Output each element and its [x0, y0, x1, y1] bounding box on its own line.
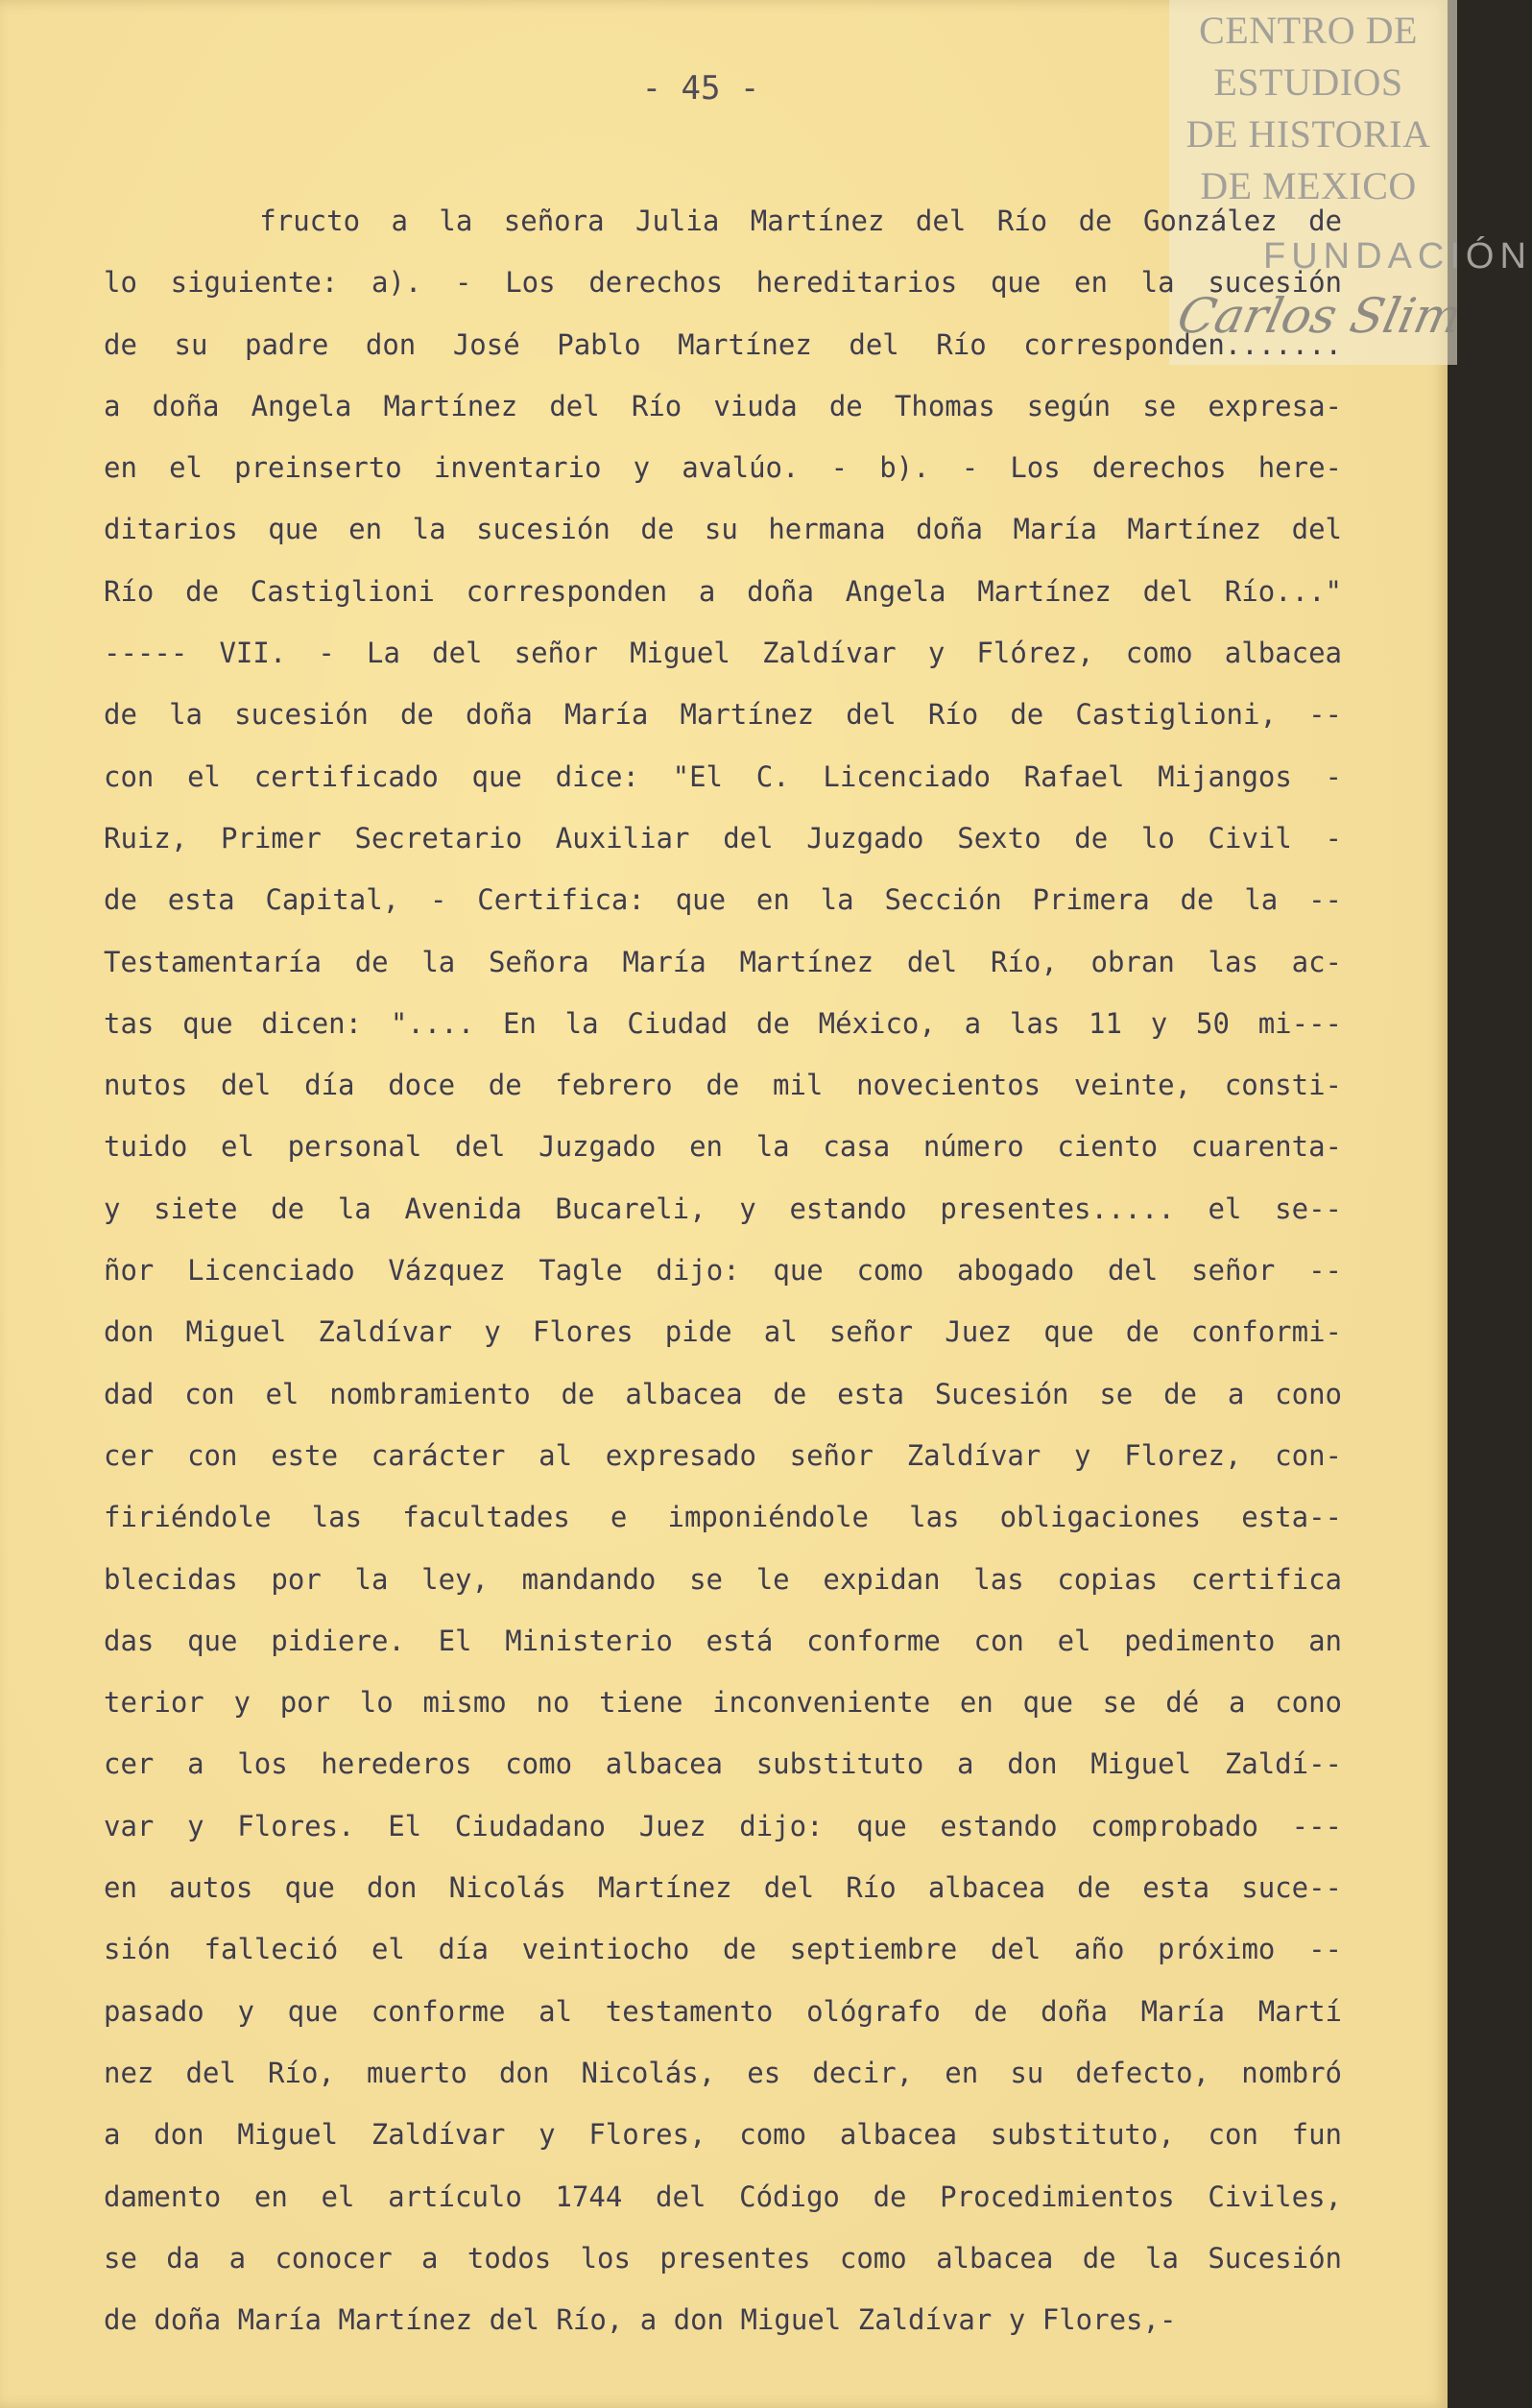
- watermark-signature: Carlos Slim: [1172, 288, 1467, 344]
- watermark-line: ESTUDIOS: [1213, 60, 1403, 104]
- text-line: tuido el personal del Juzgado en la casa número ciento cuarenta-: [104, 1130, 1342, 1164]
- page-number: - 45 -: [641, 69, 760, 108]
- text-line: Río de Castiglioni corresponden a doña Angela Martínez del Río...": [104, 574, 1342, 608]
- text-line: en el preinserto inventario y avalúo. - b). - Los derechos here-: [104, 451, 1342, 485]
- text-line: tas que dicen: ".... En la Ciudad de México, a las 11 y 50 mi---: [104, 1006, 1342, 1040]
- watermark-line: DE MEXICO: [1200, 164, 1417, 207]
- text-line: de su padre don José Pablo Martínez del Río corresponden.......: [104, 327, 1342, 361]
- text-line: damento en el artículo 1744 del Código de Procedimientos Civiles,: [104, 2179, 1342, 2213]
- text-line: de la sucesión de doña María Martínez del Río de Castiglioni, --: [104, 698, 1342, 732]
- text-line: ñor Licenciado Vázquez Tagle dijo: que como abogado del señor --: [104, 1254, 1342, 1288]
- watermark-line: CENTRO DE: [1199, 9, 1418, 52]
- watermark-line: DE HISTORIA: [1185, 112, 1431, 156]
- text-line: a doña Angela Martínez del Río viuda de Thomas según se expresa-: [104, 389, 1342, 422]
- text-line: blecidas por la ley, mandando se le expidan las copias certifica: [104, 1562, 1342, 1596]
- text-line: fructo a la señora Julia Martínez del Río de González de: [104, 205, 1342, 237]
- text-line: terior y por lo mismo no tiene inconveniente en que se dé a cono: [104, 1686, 1342, 1720]
- text-line: nutos del día doce de febrero de mil novecientos veinte, consti-: [104, 1069, 1342, 1102]
- text-line: lo siguiente: a). - Los derechos hereditarios que en la sucesión: [104, 266, 1342, 300]
- text-line: das que pidiere. El Ministerio está conforme con el pedimento an: [104, 1624, 1342, 1657]
- text-line: ----- VII. - La del señor Miguel Zaldívar y Flórez, como albacea: [104, 637, 1342, 670]
- typewritten-body: [104, 190, 1342, 2350]
- text-line: Ruiz, Primer Secretario Auxiliar del Juzgado Sexto de lo Civil -: [104, 821, 1342, 855]
- text-line: sión falleció el día veintiocho de septiembre del año próximo --: [104, 1933, 1342, 1966]
- text-line: cer a los herederos como albacea substituto a don Miguel Zaldí--: [104, 1747, 1342, 1781]
- text-line: se da a conocer a todos los presentes como albacea de la Sucesión: [104, 2241, 1342, 2275]
- text-line: nez del Río, muerto don Nicolás, es decir, en su defecto, nombró: [104, 2056, 1342, 2089]
- text-line: ditarios que en la sucesión de su hermana doña María Martínez del: [104, 513, 1342, 546]
- text-line: y siete de la Avenida Bucareli, y estando presentes..... el se--: [104, 1192, 1342, 1225]
- text-line: don Miguel Zaldívar y Flores pide al señor Juez que de conformi-: [104, 1315, 1342, 1349]
- text-line: con el certificado que dice: "El C. Licenciado Rafael Mijangos -: [104, 759, 1342, 793]
- text-line: en autos que don Nicolás Martínez del Río albacea de esta suce--: [104, 1871, 1342, 1905]
- text-line: cer con este carácter al expresado señor Zaldívar y Florez, con-: [104, 1438, 1342, 1472]
- text-line: var y Flores. El Ciudadano Juez dijo: que estando comprobado ---: [104, 1809, 1342, 1842]
- text-line: a don Miguel Zaldívar y Flores, como albacea substituto, con fun: [104, 2118, 1342, 2152]
- text-line: dad con el nombramiento de albacea de esta Sucesión se de a cono: [104, 1377, 1342, 1410]
- text-line: de esta Capital, - Certifica: que en la Sección Primera de la --: [104, 883, 1342, 917]
- text-line: pasado y que conforme al testamento ológrafo de doña María Martí: [104, 1994, 1342, 2028]
- text-line: de doña María Martínez del Río, a don Miguel Zaldívar y Flores,-: [104, 2303, 1177, 2337]
- text-line: Testamentaría de la Señora María Martínez del Río, obran las ac-: [104, 945, 1342, 978]
- watermark-foundation: FUNDACIÓN: [1263, 236, 1532, 277]
- text-line: firiéndole las facultades e imponiéndole las obligaciones esta--: [104, 1501, 1342, 1534]
